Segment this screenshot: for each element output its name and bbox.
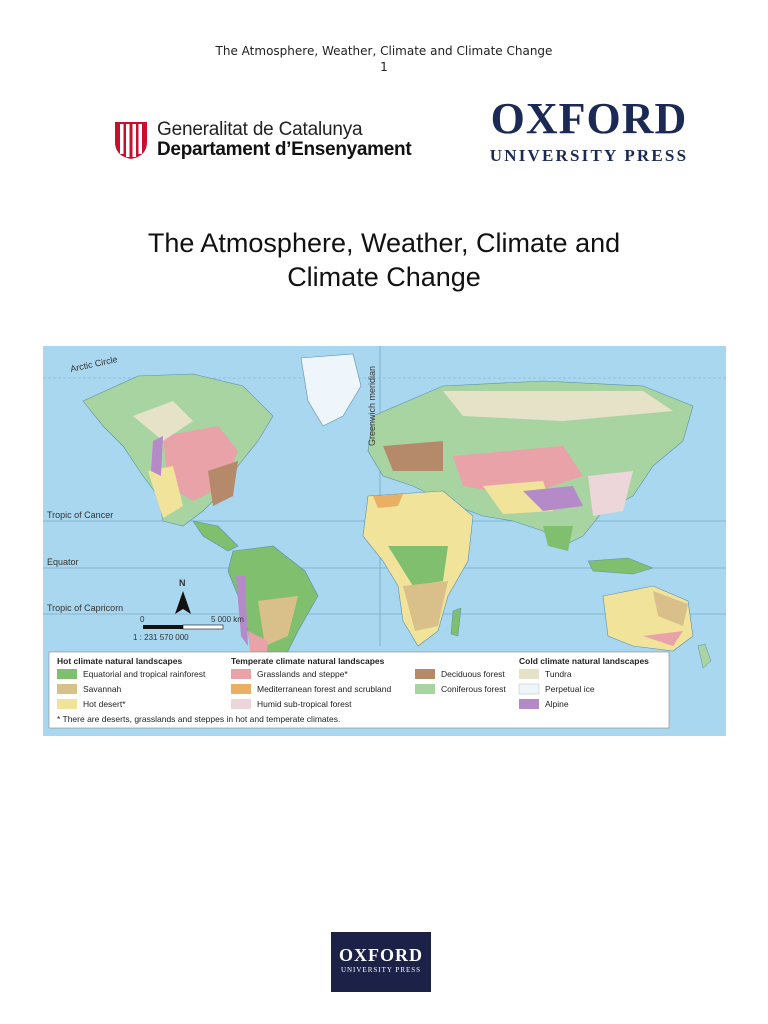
legend-alpine: Alpine — [545, 699, 569, 709]
greenwich-label: Greenwich meridian — [367, 365, 377, 446]
north-label: N — [179, 578, 186, 588]
legend-humid-subtropical: Humid sub-tropical forest — [257, 699, 352, 709]
legend-deciduous: Deciduous forest — [441, 669, 505, 679]
swatch-rainforest — [57, 669, 77, 679]
swatch-humid-subtropical — [231, 699, 251, 709]
map-legend — [49, 652, 669, 728]
world-landscape-map — [43, 346, 726, 736]
document-title — [60, 226, 708, 294]
map-svg — [43, 346, 726, 736]
swatch-perpetual-ice — [519, 684, 539, 694]
swatch-coniferous — [415, 684, 435, 694]
footer-oxford-logo — [331, 932, 431, 992]
legend-coniferous: Coniferous forest — [441, 684, 506, 694]
legend-grasslands: Grasslands and steppe* — [257, 669, 348, 679]
legend-temperate-heading: Temperate climate natural landscapes — [231, 656, 385, 666]
legend-tundra: Tundra — [545, 669, 572, 679]
arctic-circle-label: Arctic Circle — [69, 354, 119, 374]
swatch-alpine — [519, 699, 539, 709]
swatch-savannah — [57, 684, 77, 694]
scale-zero: 0 — [140, 615, 145, 624]
legend-rainforest: Equatorial and tropical rainforest — [83, 669, 206, 679]
oxford-wordmark: OXFORD — [490, 94, 688, 143]
swatch-deciduous — [415, 669, 435, 679]
catalan-emblem-icon — [113, 120, 149, 160]
oxford-subtitle: UNIVERSITY PRESS — [489, 146, 689, 165]
legend-cold-heading: Cold climate natural landscapes — [519, 656, 649, 666]
legend-hot-desert: Hot desert* — [83, 699, 126, 709]
equator-label: Equator — [47, 557, 79, 567]
swatch-hot-desert — [57, 699, 77, 709]
title-line-1: The Atmosphere, Weather, Climate and — [147, 228, 621, 258]
tropic-of-capricorn-label: Tropic of Capricorn — [47, 603, 124, 613]
page-number: 1 — [380, 60, 388, 74]
legend-savannah: Savannah — [83, 684, 122, 694]
generalitat-name: Generalitat de Catalunya — [157, 119, 363, 140]
scale-ratio: 1 : 231 570 000 — [133, 633, 189, 642]
running-header: The Atmosphere, Weather, Climate and Climate Change — [215, 44, 553, 58]
department-name: Departament d’Ensenyament — [157, 139, 412, 160]
swatch-mediterranean — [231, 684, 251, 694]
footer-oxford-wordmark: OXFORD — [339, 945, 423, 965]
scale-km: 5 000 km — [211, 615, 244, 624]
swatch-grasslands — [231, 669, 251, 679]
legend-hot-heading: Hot climate natural landscapes — [57, 656, 183, 666]
oxford-logo — [484, 96, 694, 166]
generalitat-logo — [113, 120, 411, 160]
title-line-2: Climate Change — [287, 262, 481, 292]
swatch-tundra — [519, 669, 539, 679]
legend-perpetual-ice: Perpetual ice — [545, 684, 595, 694]
tropic-of-cancer-label: Tropic of Cancer — [47, 510, 114, 520]
legend-footnote: * There are deserts, grasslands and steppes in hot and temperate climates. — [57, 714, 341, 724]
legend-mediterranean: Mediterranean forest and scrubland — [257, 684, 392, 694]
footer-oxford-subtitle: UNIVERSITY PRESS — [340, 966, 422, 974]
